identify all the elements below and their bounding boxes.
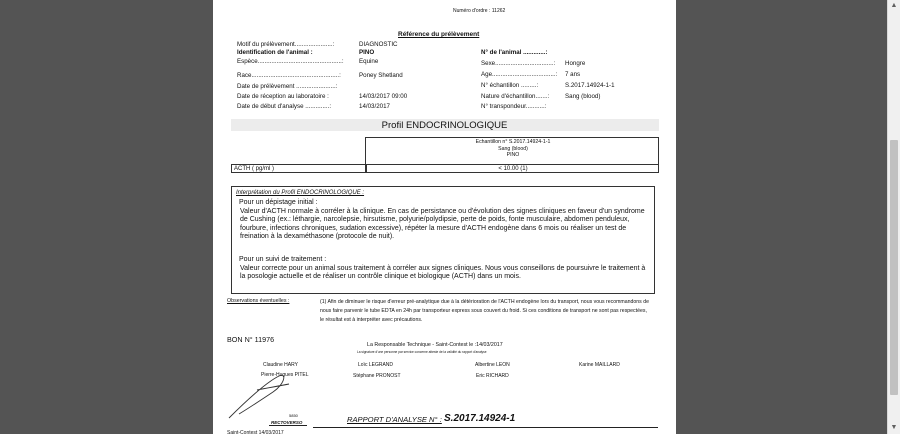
field-value: PINO (359, 49, 375, 56)
field-value: 14/03/2017 09:00 (359, 93, 408, 100)
field-label: N° transpondeur...........: (481, 103, 547, 110)
interpretation-box (231, 186, 655, 294)
field-label: N° échantillon .........: (481, 82, 539, 89)
results-header-text (366, 139, 660, 159)
results-table (231, 137, 659, 173)
field-value: 7 ans (565, 71, 581, 78)
field-label: Age.....................................: (481, 71, 558, 78)
field-label: Sexe..................................: (481, 60, 556, 67)
viewer-background-left (0, 0, 213, 434)
staff-name: Karine MAILLARD (579, 362, 620, 368)
interpretation-p2-body: Valeur correcte pour un animal sous traitement à corréler aux signes cliniques. Nous vous conseillons de poursuivre le traitement à la posologie actuelle et de réaliser un contrôle clinique et biologique (ACTH) dans un mois. (240, 265, 646, 281)
field-label: Espèce.................................................: (237, 57, 344, 65)
scrollbar-thumb[interactable] (890, 140, 898, 395)
header-line-animal: PINO (506, 152, 520, 158)
field-label: Date de début d'analyse ..............: (237, 102, 332, 110)
observations-label: Observations éventuelles : (227, 298, 290, 304)
vertical-scrollbar[interactable] (887, 0, 900, 434)
field-label: Identification de l'animal : (237, 49, 313, 56)
interpretation-p1-title: Pour un dépistage initial : (239, 199, 318, 206)
field-label: N° de l'animal .............: (481, 49, 548, 56)
field-label: Date de prélèvement .......................: (237, 83, 338, 90)
footer-stamp-code: 5850 (289, 413, 298, 418)
header-line-nature: Sang (blood) (498, 145, 528, 152)
report-number: S.2017.14924-1 (444, 413, 516, 424)
field-value: Poney Shetland (359, 72, 403, 79)
staff-name: Stéphane PRONOST (353, 373, 401, 379)
interpretation-p2-title: Pour un suivi de traitement : (239, 256, 327, 263)
staff-name: Albertine LEON (475, 362, 510, 368)
scroll-up-icon[interactable]: ▲ (890, 2, 898, 9)
interpretation-p1-body: Valeur d'ACTH normale à corréler à la clinique. En cas de persistance ou d'évolution des signes cliniques en faveur d'un syndrome de Cushing (ex.: léthargie, narcolepsie, hirsutisme, polyurie/polydipsie, perte de poids, fonte musculaire, abdomen penduleux, fourbure, infections chroniques, sudation excessive), répéter la mesure d'ACTH endogène dans 6 mois ou réaliser un test de freination à la dexaméthasone (protocole de nuit). (240, 208, 645, 241)
field-value: Sang (blood) (565, 92, 601, 100)
row-value: < 10.00 (1) (498, 166, 528, 172)
profile-title: Profil ENDOCRINOLOGIQUE (381, 120, 508, 131)
field-value: DIAGNOSTIC (359, 41, 398, 48)
footer-rule (313, 427, 658, 428)
field-label: Race...................................................: (237, 72, 341, 79)
order-number: Numéro d'ordre : 11262 (453, 8, 506, 14)
header-line-sample: Echantillon n° S.2017.14924-1-1 (475, 139, 551, 145)
staff-name: Eric RICHARD (476, 373, 509, 379)
field-label: Nature d'échantillon.......: (481, 92, 550, 100)
interpretation-title: Interprétation du Profil ENDOCRINOLOGIQUE : (236, 190, 365, 196)
staff-name: Claudine HARY (263, 362, 298, 368)
staff-name: Pierre-Hugues PITEL (261, 372, 309, 378)
footer-stamp-label: RECTOVERSO (271, 420, 303, 425)
field-value: 14/03/2017 (359, 102, 390, 110)
document-page (213, 0, 676, 434)
observations-text: (1) Afin de diminuer le risque d'erreur pré-analytique due à la détérioration de l'ACTH endogène lors du transport, nous vous recommandons de nous faire parvenir le tube EDTA en 24h par transporteur express sous couvert du froid. Si ces conditions de transport ne sont pas respectées, le résultat est à interpréter avec précautions. (320, 299, 649, 323)
responsable-line: La Responsable Technique - Saint-Contest le :14/03/2017 (367, 342, 503, 348)
footer-partial-text: Saint-Contest 14/03/2017 (227, 430, 284, 434)
scroll-down-icon[interactable]: ▼ (890, 424, 898, 431)
field-value: Equine (359, 57, 379, 65)
field-label: Date de réception au laboratoire : (237, 93, 329, 100)
reference-title: Référence du prélèvement (398, 31, 480, 38)
stamp-underline (269, 425, 307, 426)
field-value: S.2017.14924-1-1 (565, 82, 615, 89)
bon-number: BON N° 11976 (227, 335, 275, 344)
row-label: ACTH ( pg/ml ) (234, 166, 275, 172)
responsable-subtitle: La signature d'une personne par service concerne atteste de la validité du rapport d'analyse (357, 350, 487, 354)
staff-name: Loïc LEGRAND (358, 362, 394, 368)
viewer-background-right (676, 0, 900, 434)
field-label: Motif du prélèvement......................: (237, 41, 335, 48)
report-label: RAPPORT D'ANALYSE N° : (347, 415, 442, 424)
field-value: Hongre (565, 60, 586, 67)
results-row-acth (231, 164, 659, 173)
